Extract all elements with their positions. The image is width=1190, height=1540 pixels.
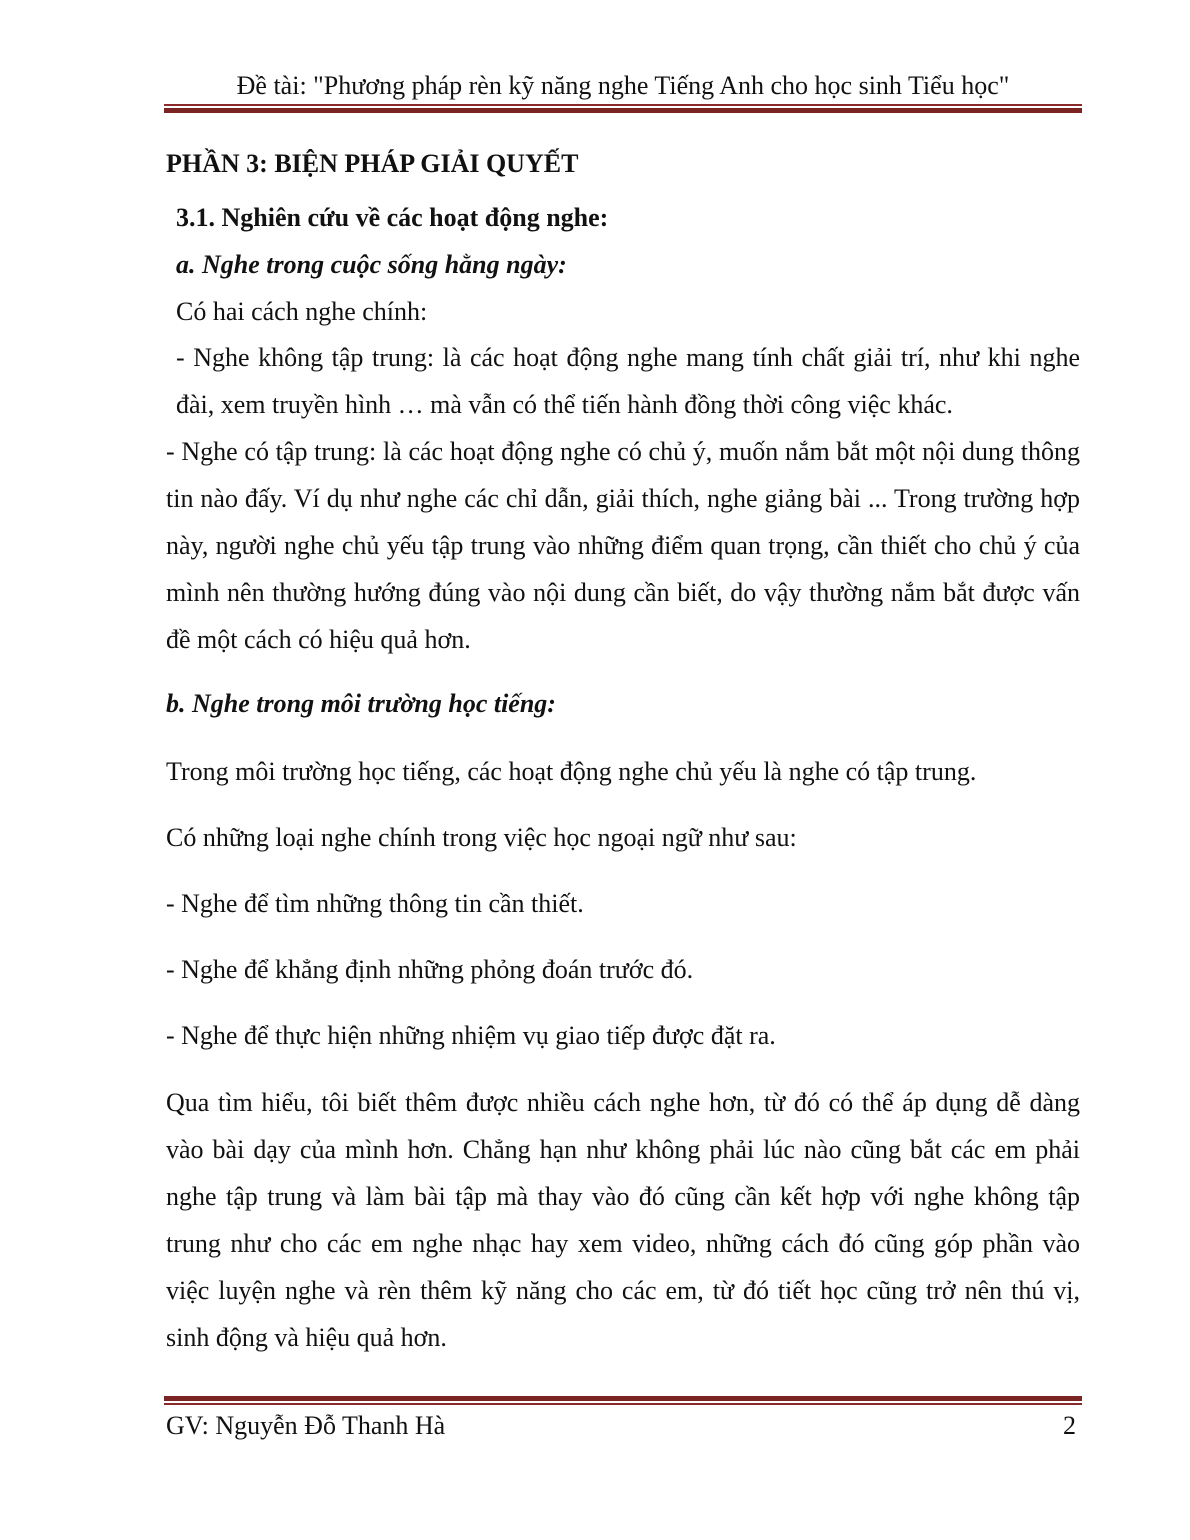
intro-a: Có hai cách nghe chính: bbox=[176, 297, 428, 326]
subsection-b-title: b. Nghe trong môi trường học tiếng: bbox=[166, 689, 556, 718]
paragraph-a2: - Nghe có tập trung: là các hoạt động nghe có chủ ý, muốn nắm bắt một nội dung thông tin nào đấy. Ví dụ như nghe các chỉ dẫn, giải thích, nghe giảng bài ... Trong trường hợp này, người nghe chủ yếu tập trung vào những điểm quan trọng, cần thiết cho chủ ý của mình nên thường hướng đúng vào nội dung cần biết, do vậy thường nắm bắt được vấn đề một cách có hiệu quả hơn. bbox=[166, 437, 1080, 654]
header-title: Đề tài: "Phương pháp rèn kỹ năng nghe Tiếng Anh cho học sinh Tiểu học" bbox=[236, 71, 1010, 100]
part-title: PHẦN 3: BIỆN PHÁP GIẢI QUYẾT bbox=[166, 149, 579, 178]
header-rule bbox=[164, 104, 1082, 113]
paragraph-conclusion: Qua tìm hiểu, tôi biết thêm được nhiều cách nghe hơn, từ đó có thể áp dụng dễ dàng vào bài dạy của mình hơn. Chẳng hạn như không phải lúc nào cũng bắt các em phải nghe tập trung và làm bài tập mà thay vào đó cũng cần kết hợp với nghe không tập trung như cho các em nghe nhạc hay xem video, những cách đó cũng góp phần vào việc luyện nghe và rèn thêm kỹ năng cho các em, từ đó tiết học cũng trở nên thú vị, sinh động và hiệu quả hơn. bbox=[166, 1088, 1080, 1352]
paragraph-b1: Trong môi trường học tiếng, các hoạt động nghe chủ yếu là nghe có tập trung. bbox=[166, 757, 977, 786]
footer-rule bbox=[164, 1396, 1082, 1405]
paragraph-b2: Có những loại nghe chính trong việc học ngoại ngữ như sau: bbox=[166, 823, 797, 852]
paragraph-a1: - Nghe không tập trung: là các hoạt động nghe mang tính chất giải trí, như khi nghe đài, xem truyền hình … mà vẫn có thể tiến hành đồng thời công việc khác. bbox=[176, 343, 1080, 419]
list-item: - Nghe để thực hiện những nhiệm vụ giao tiếp được đặt ra. bbox=[166, 1021, 776, 1050]
list-item: - Nghe để tìm những thông tin cần thiết. bbox=[166, 889, 584, 918]
section-title: 3.1. Nghiên cứu về các hoạt động nghe: bbox=[176, 203, 609, 232]
subsection-a-title: a. Nghe trong cuộc sống hằng ngày: bbox=[176, 250, 567, 279]
page-number: 2 bbox=[1063, 1411, 1076, 1440]
footer-author: GV: Nguyễn Đỗ Thanh Hà bbox=[166, 1411, 446, 1440]
list-item: - Nghe để khẳng định những phỏng đoán trước đó. bbox=[166, 955, 694, 984]
